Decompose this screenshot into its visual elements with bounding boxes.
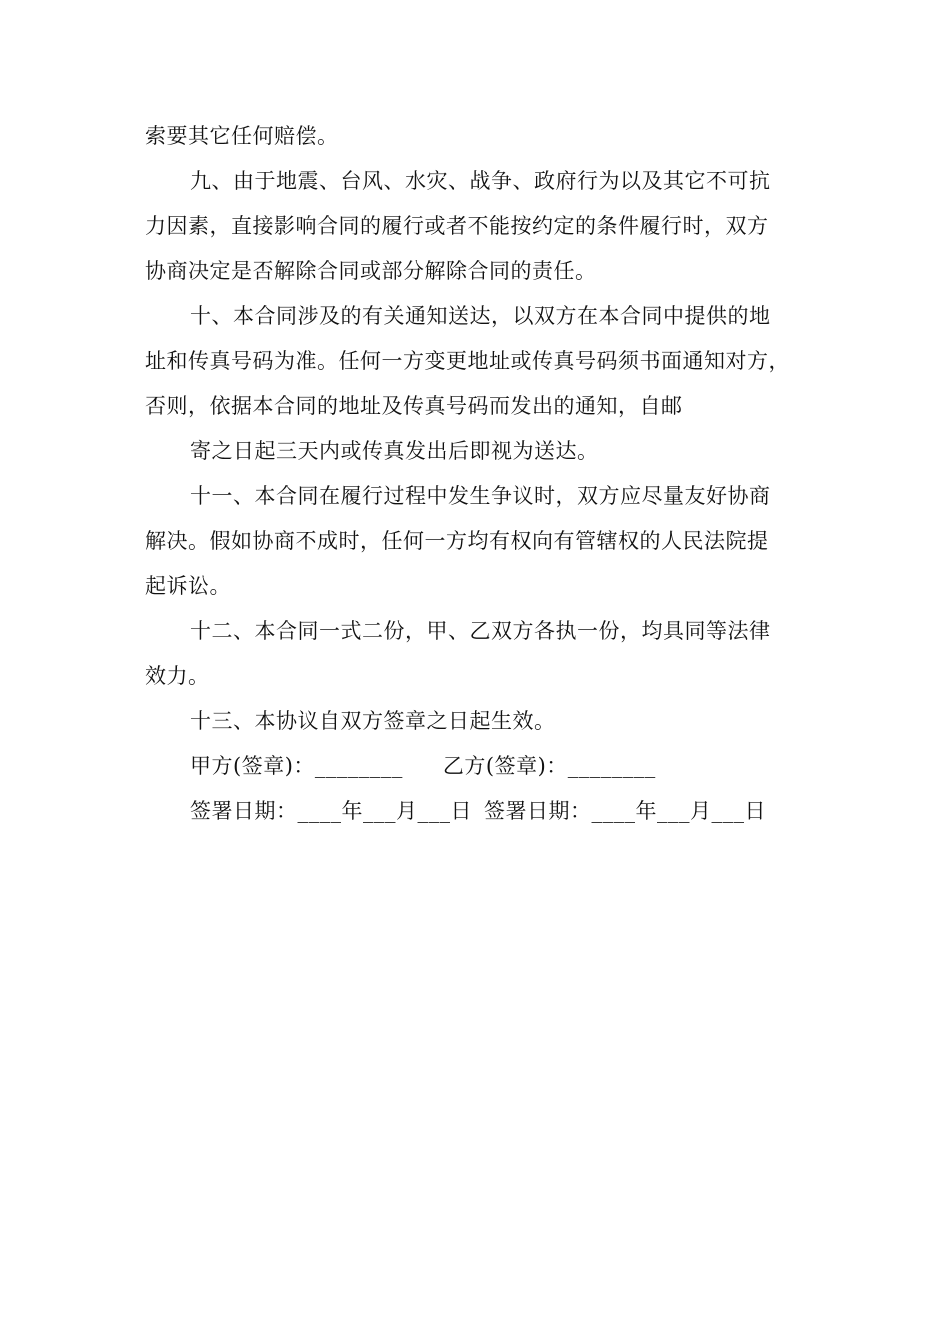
- party-b-signature: 乙方(签章)：________: [442, 754, 656, 778]
- paragraph-line: 效力。: [145, 664, 210, 688]
- paragraph-line: 协商决定是否解除合同或部分解除合同的责任。: [145, 259, 597, 283]
- paragraph-line: 九、由于地震、台风、水灾、战争、政府行为以及其它不可抗: [190, 169, 771, 193]
- party-a-date: 签署日期：____年___月___日: [190, 799, 472, 823]
- paragraph-line: 十三、本协议自双方签章之日起生效。: [190, 709, 556, 733]
- signature-line: [145, 744, 835, 789]
- paragraph-line: 十二、本合同一式二份，甲、乙双方各执一份，均具同等法律: [190, 619, 771, 643]
- paragraph-line: 十一、本合同在履行过程中发生争议时，双方应尽量友好协商: [190, 484, 771, 508]
- paragraph-line: 址和传真号码为准。任何一方变更地址或传真号码须书面通知对方，: [145, 349, 790, 373]
- paragraph-line: 解决。假如协商不成时，任何一方均有权向有管辖权的人民法院提: [145, 529, 769, 553]
- paragraph-line: 寄之日起三天内或传真发出后即视为送达。: [190, 439, 599, 463]
- paragraph-line: 十、本合同涉及的有关通知送达，以双方在本合同中提供的地: [190, 304, 771, 328]
- paragraph-line: 力因素，直接影响合同的履行或者不能按约定的条件履行时，双方: [145, 214, 769, 238]
- party-a-signature: 甲方(签章)：________: [190, 754, 403, 778]
- document-page: [145, 114, 835, 834]
- date-line: [145, 789, 835, 834]
- paragraph-line: 索要其它任何赔偿。: [145, 124, 339, 148]
- paragraph-line: 否则，依据本合同的地址及传真号码而发出的通知，自邮: [145, 394, 683, 418]
- party-b-date: 签署日期：____年___月___日: [484, 799, 766, 823]
- paragraph-line: 起诉讼。: [145, 574, 231, 598]
